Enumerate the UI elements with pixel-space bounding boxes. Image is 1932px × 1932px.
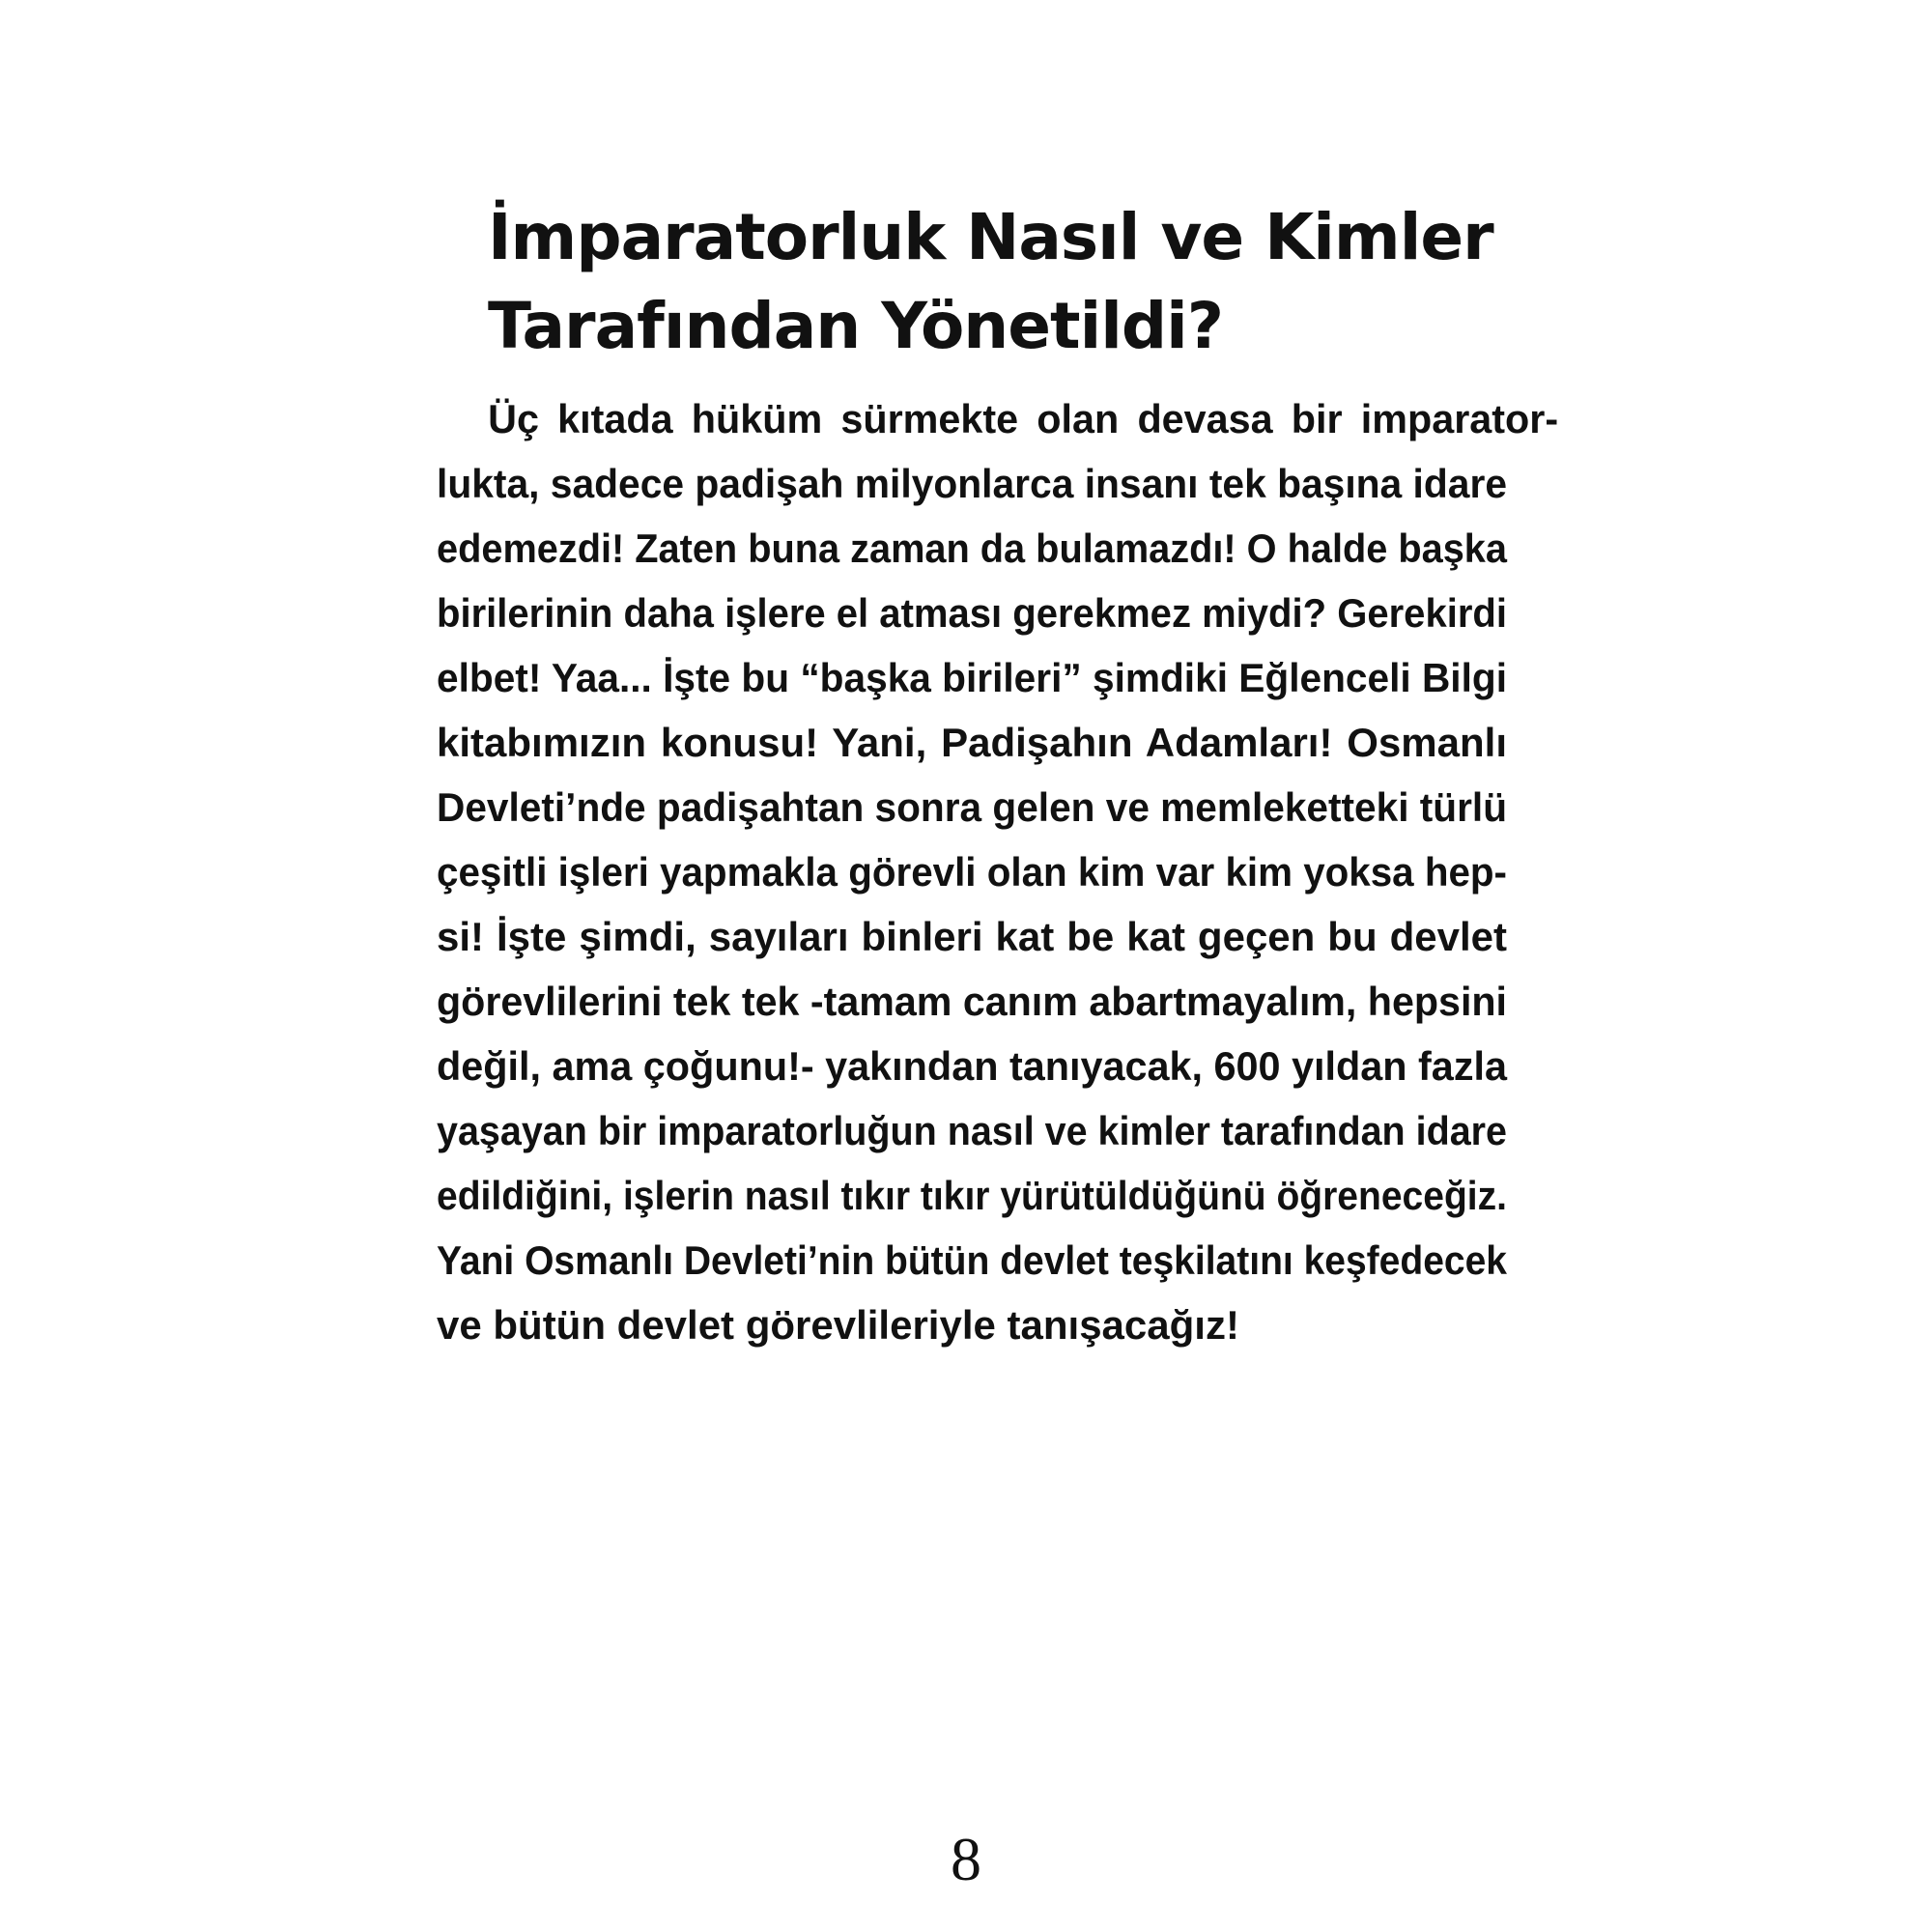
paragraph-line: ve bütün devlet görevlileriyle tanışacağız! xyxy=(437,1302,1239,1348)
paragraph-line: edemezdi! Zaten buna zaman da bulamazdı! O halde başka xyxy=(437,526,1507,571)
paragraph-line: çeşitli işleri yapmakla görevli olan kim var kim yoksa hep- xyxy=(437,849,1507,895)
paragraph-line: değil, ama çoğunu!- yakından tanıyacak, 600 yıldan fazla xyxy=(437,1043,1507,1089)
paragraph-line: si! İşte şimdi, sayıları binleri kat be kat geçen bu devlet xyxy=(437,914,1507,959)
page-number: 8 xyxy=(951,1825,981,1893)
paragraph-line: görevlilerini tek tek -tamam canım abartmayalım, hepsini xyxy=(437,979,1507,1024)
heading-line-1: İmparatorluk Nasıl ve Kimler xyxy=(488,200,1493,274)
paragraph-line: yaşayan bir imparatorluğun nasıl ve kimler tarafından idare xyxy=(437,1108,1507,1153)
chapter-heading xyxy=(488,193,1550,371)
paragraph-line: birilerinin daha işlere el atması gerekmez miydi? Gerekirdi xyxy=(437,590,1507,636)
paragraph-line: Devleti’nde padişahtan sonra gelen ve memleketteki türlü xyxy=(437,784,1507,830)
paragraph-line: elbet! Yaa... İşte bu “başka birileri” şimdiki Eğlenceli Bilgi xyxy=(437,655,1507,700)
paragraph-line: lukta, sadece padişah milyonlarca insanı tek başına idare xyxy=(437,461,1507,506)
paragraph-line: kitabımızın konusu! Yani, Padişahın Adamları! Osmanlı xyxy=(437,720,1507,765)
heading-line-2: Tarafından Yönetildi? xyxy=(488,289,1223,363)
paragraph-line: Üç kıtada hüküm sürmekte olan devasa bir imparator- xyxy=(488,396,1559,441)
paragraph-line: Yani Osmanlı Devleti’nin bütün devlet teşkilatını keşfedecek xyxy=(437,1237,1507,1283)
body-paragraph xyxy=(437,386,1559,1357)
paragraph-line: edildiğini, işlerin nasıl tıkır tıkır yürütüldüğünü öğreneceğiz. xyxy=(437,1173,1507,1218)
